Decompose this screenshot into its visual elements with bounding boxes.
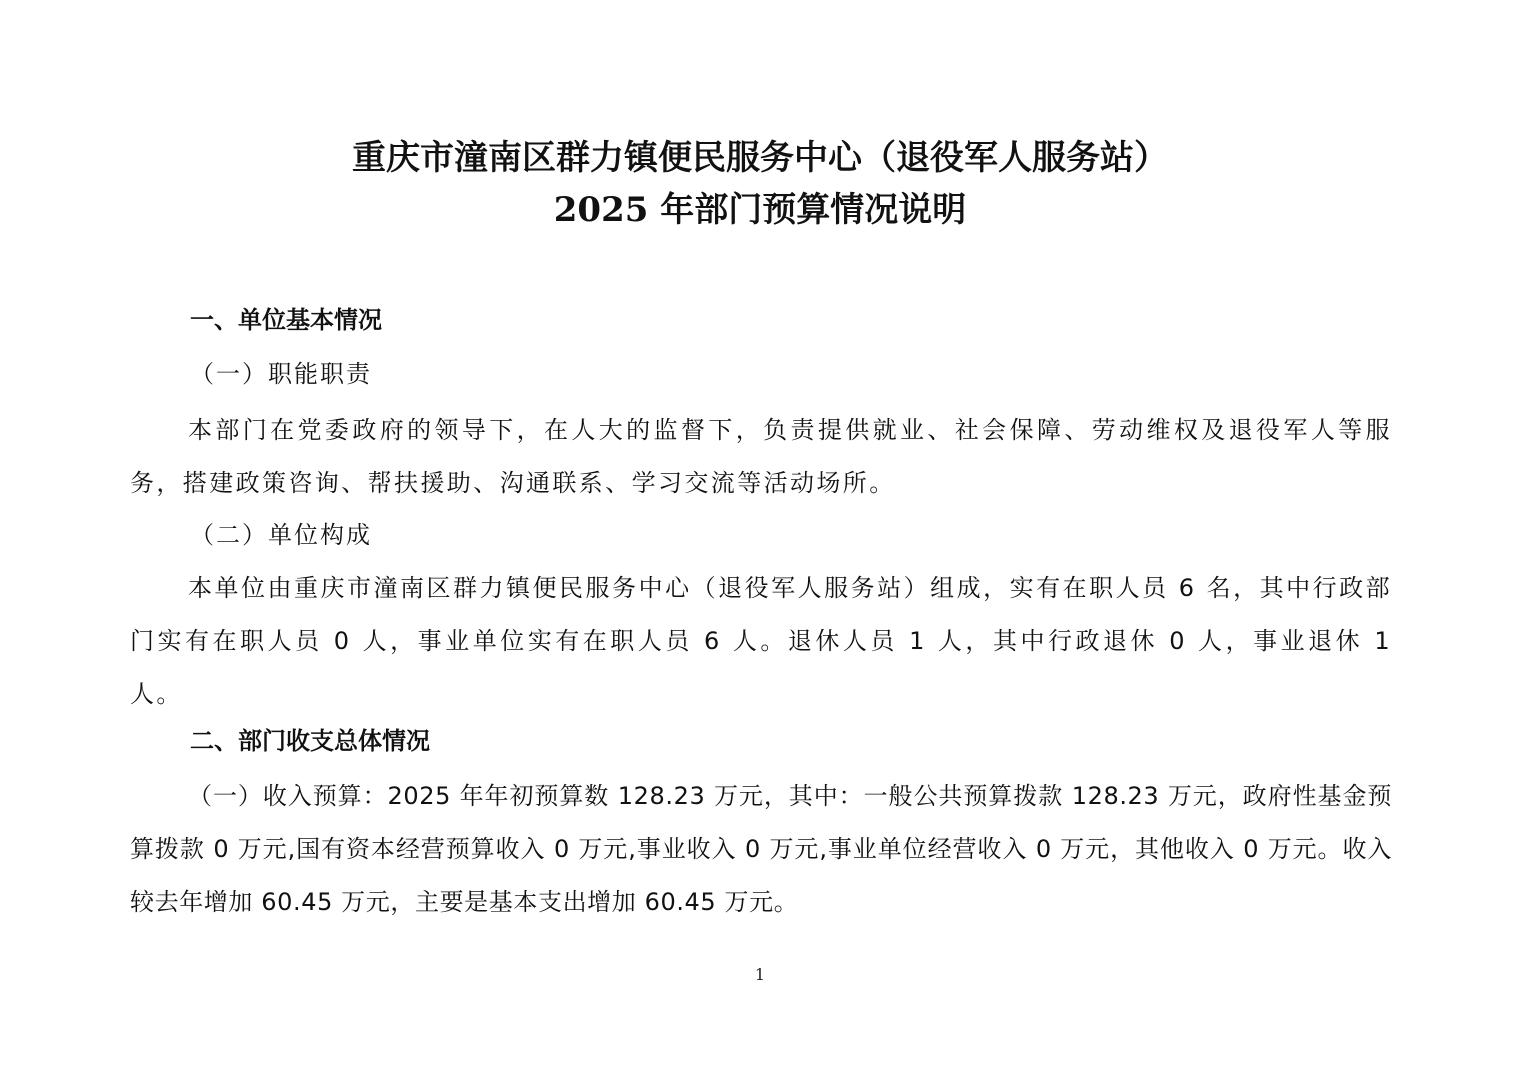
section2-para1: （一）收入预算：2025 年年初预算数 128.23 万元，其中：一般公共预算拨款 128.23 万元，政府性基金预算拨款 0 万元,国有资本经营预算收入 0 万元,事业收入 0 万元,事业单位经营收入 0 万元，其他收入 0 万元。收入较去年增加 60.45 万元，主要是基本支出增加 60.45 万元。: [130, 782, 1392, 916]
document-title-line1: 重庆市潼南区群力镇便民服务中心（退役军人服务站）: [352, 138, 1168, 178]
section1-sub2: （二）单位构成: [190, 521, 372, 549]
page-number: 1: [754, 965, 766, 984]
section1-sub1: （一）职能职责: [190, 360, 372, 388]
section2-heading: 二、部门收支总体情况: [190, 727, 430, 755]
section1-heading: 一、单位基本情况: [190, 306, 382, 334]
section1-para1: 本部门在党委政府的领导下，在人大的监督下，负责提供就业、社会保障、劳动维权及退役军人等服务，搭建政策咨询、帮扶援助、沟通联系、学习交流等活动场所。: [130, 416, 1392, 497]
section1-para2: 本单位由重庆市潼南区群力镇便民服务中心（退役军人服务站）组成，实有在职人员 6 名，其中行政部门实有在职人员 0 人，事业单位实有在职人员 6 人。退休人员 1 人，其中行政退休 0 人，事业退休 1 人。: [130, 574, 1392, 708]
document-title-line2: 2025 年部门预算情况说明: [553, 190, 967, 230]
